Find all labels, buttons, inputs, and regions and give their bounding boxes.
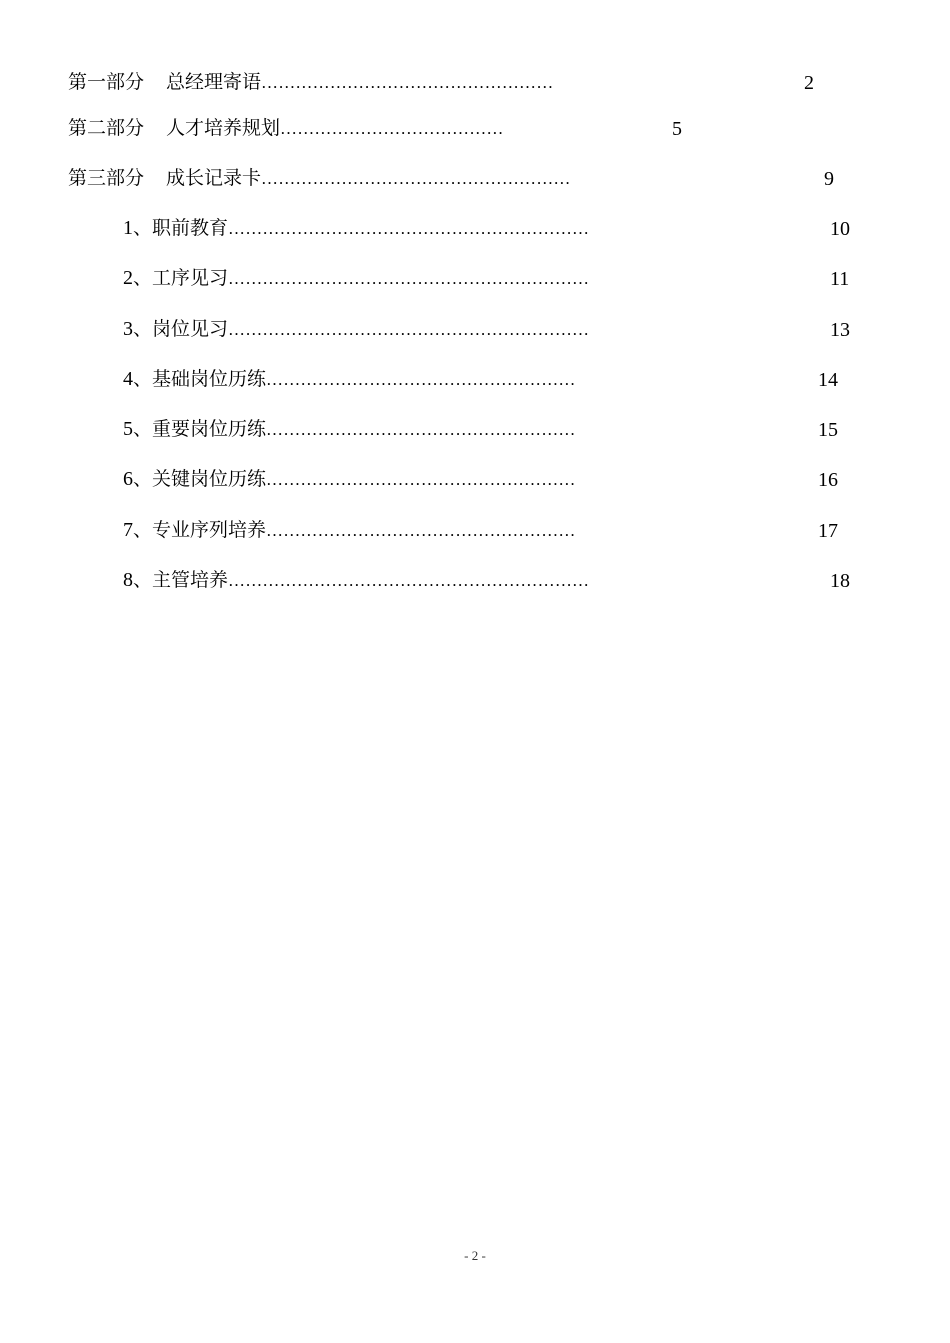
toc-sub-title: 工序见习: [152, 267, 229, 289]
toc-sub-number: 7: [123, 519, 133, 541]
toc-subentry-6[interactable]: [123, 464, 576, 494]
toc-sub-sep: 、: [133, 318, 153, 340]
toc-sub-number: 4: [123, 368, 133, 390]
toc-sub-number: 8: [123, 569, 133, 591]
toc-subentry-2[interactable]: [123, 263, 589, 293]
toc-leader-dots: ………………………………………………: [261, 169, 571, 188]
toc-entry-part-3[interactable]: [68, 163, 571, 193]
toc-part-label: 第二部分: [68, 117, 145, 139]
toc-leader-dots: ……………………………………………: [261, 73, 554, 92]
toc-sub-title: 重要岗位历练: [152, 418, 267, 440]
toc-subentry-1[interactable]: [123, 213, 589, 243]
toc-leader-dots: ………………………………………………………: [228, 571, 590, 590]
toc-entry-part-1[interactable]: [68, 67, 553, 97]
toc-sub-title: 主管培养: [152, 569, 229, 591]
toc-sub-title: 关键岗位历练: [152, 468, 267, 490]
toc-page-number: 10: [830, 218, 850, 240]
toc-sub-number: 3: [123, 318, 133, 340]
toc-leader-dots: ………………………………………………: [266, 521, 576, 540]
toc-sub-sep: 、: [133, 267, 153, 289]
toc-sub-title: 专业序列培养: [152, 519, 267, 541]
toc-leader-dots: ………………………………………………: [266, 370, 576, 389]
toc-subentry-3[interactable]: [123, 314, 589, 344]
toc-page-number: 13: [830, 319, 850, 341]
toc-sub-sep: 、: [133, 468, 153, 490]
toc-page-number: 9: [824, 168, 834, 190]
toc-sub-sep: 、: [133, 569, 153, 591]
toc-page-number: 16: [818, 469, 838, 491]
toc-page-number: 14: [818, 369, 838, 391]
toc-sub-number: 5: [123, 418, 133, 440]
toc-page-number: 5: [672, 118, 682, 140]
toc-sub-sep: 、: [133, 368, 153, 390]
toc-part-title: 人才培养规划: [166, 117, 281, 139]
toc-sub-sep: 、: [133, 418, 153, 440]
toc-subentry-5[interactable]: [123, 414, 576, 444]
toc-subentry-7[interactable]: [123, 515, 576, 545]
toc-entry-part-2[interactable]: [68, 113, 504, 143]
toc-leader-dots: ………………………………………………………: [228, 269, 590, 288]
toc-sub-number: 6: [123, 468, 133, 490]
toc-sub-sep: 、: [133, 519, 153, 541]
toc-page-number: 15: [818, 419, 838, 441]
toc-leader-dots: …………………………………: [280, 119, 504, 138]
toc-part-title: 成长记录卡: [166, 167, 262, 189]
toc-page-number: 11: [830, 268, 850, 290]
toc-leader-dots: ………………………………………………………: [228, 320, 590, 339]
page-footer-number: - 2 -: [464, 1248, 486, 1263]
toc-page-number: 18: [830, 570, 850, 592]
toc-sub-sep: 、: [133, 217, 153, 239]
toc-subentry-4[interactable]: [123, 364, 576, 394]
toc-page-number: 2: [804, 72, 814, 94]
toc-part-title: 总经理寄语: [166, 71, 262, 93]
toc-leader-dots: ………………………………………………: [266, 420, 576, 439]
toc-page-number: 17: [818, 520, 838, 542]
toc-part-label: 第三部分: [68, 167, 145, 189]
toc-subentry-8[interactable]: [123, 565, 589, 595]
toc-leader-dots: ………………………………………………: [266, 470, 576, 489]
toc-sub-number: 2: [123, 267, 133, 289]
toc-part-label: 第一部分: [68, 71, 145, 93]
toc-sub-title: 基础岗位历练: [152, 368, 267, 390]
toc-sub-title: 岗位见习: [152, 318, 229, 340]
toc-sub-number: 1: [123, 217, 133, 239]
toc-sub-title: 职前教育: [152, 217, 229, 239]
toc-leader-dots: ………………………………………………………: [228, 219, 590, 238]
